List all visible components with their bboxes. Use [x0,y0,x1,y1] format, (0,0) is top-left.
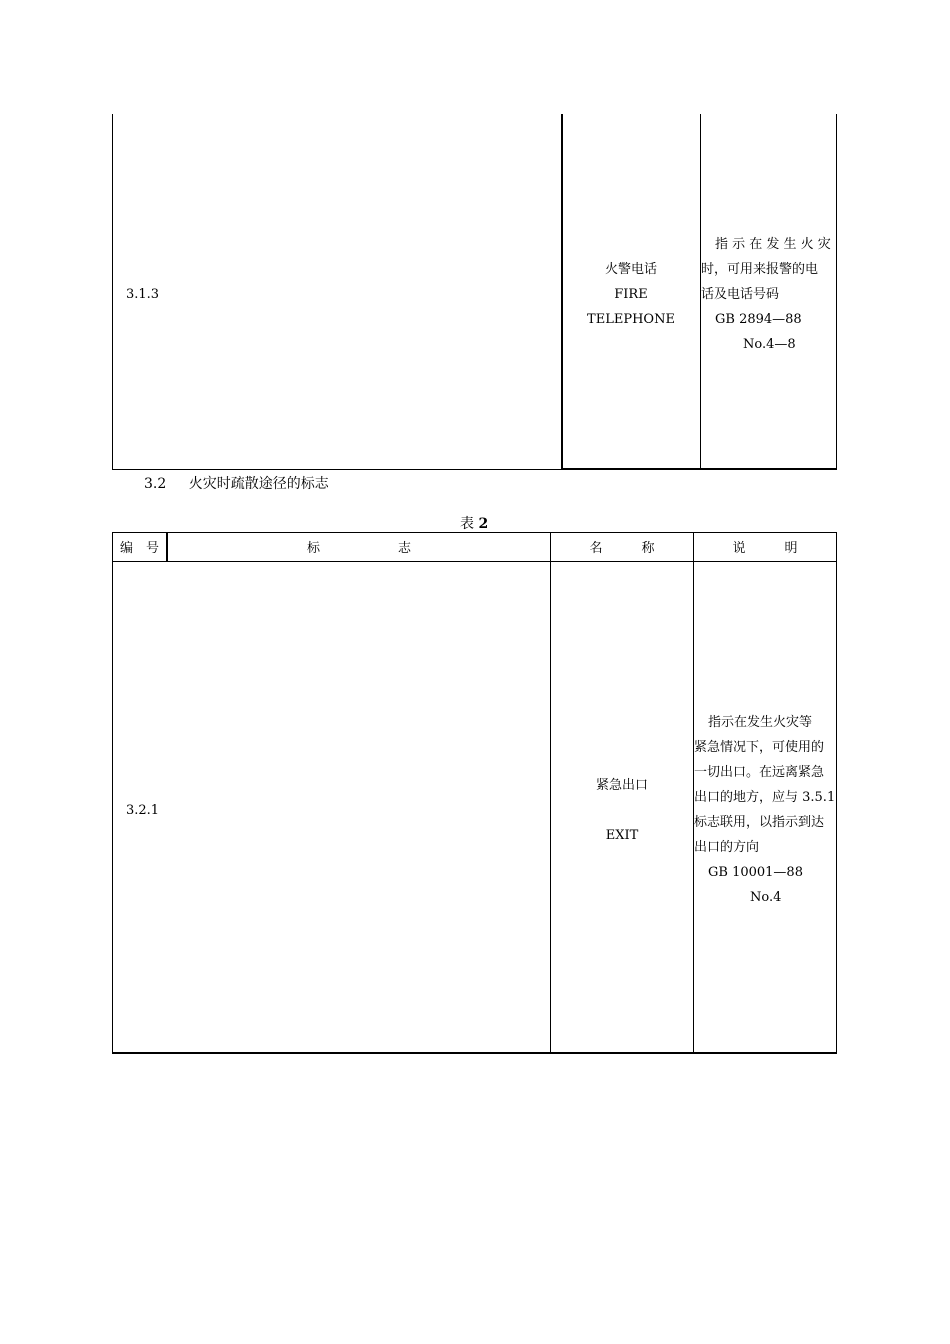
desc-line: 紧急情况下，可使用的 [694,740,825,755]
caption-prefix: 表 [460,516,474,532]
desc-line: No.4—8 [743,337,796,352]
header-sign: 标 志 [306,541,411,556]
desc-line: 出口的地方，应与 3.5.1 [694,790,836,805]
desc-line: 指示在发生火灾等 [708,715,813,730]
desc-line: 话及电话号码 [701,287,780,302]
desc-line: No.4 [750,890,782,905]
header-description: 说 明 [732,541,798,556]
table2-left-border [112,532,113,1054]
desc-line: GB 10001—88 [708,865,803,880]
table2-row-number: 3.2.1 [126,803,160,818]
table2-right-border [836,532,837,1054]
table1-row-description [701,232,836,357]
table2-caption [460,513,488,533]
name-line: 火警电话 [604,262,657,277]
table1-row-name [562,257,700,332]
table1-left-border [112,114,113,470]
section-number: 3.2 [144,476,167,492]
table2-row-description [694,710,836,910]
table2-top-border [112,532,837,533]
section-heading [144,473,329,493]
desc-line: 一切出口。在远离紧急 [694,765,825,780]
desc-line: 指 示 在 发 生 火 灾 [715,237,831,252]
name-line: TELEPHONE [587,312,675,327]
table1-right-border [836,114,837,470]
header-number: 编 号 [119,541,159,556]
table2-row-name-en: EXIT [605,828,639,843]
caption-number: 2 [478,516,489,532]
name-line: FIRE [614,287,648,302]
desc-line: 标志联用，以指示到达 [694,815,825,830]
table1-bottom-border-bold [562,468,837,470]
desc-line: 时，可用来报警的电 [701,262,819,277]
desc-line: GB 2894—88 [715,312,802,327]
section-title: 火灾时疏散途径的标志 [188,476,329,492]
table2-header-bottom-border [112,561,837,562]
header-name: 名 称 [589,541,655,556]
table1-row-number: 3.1.3 [126,287,160,302]
table2-row-name-cn: 紧急出口 [595,778,648,793]
desc-line: 出口的方向 [694,840,760,855]
table2-bottom-border [112,1052,837,1054]
